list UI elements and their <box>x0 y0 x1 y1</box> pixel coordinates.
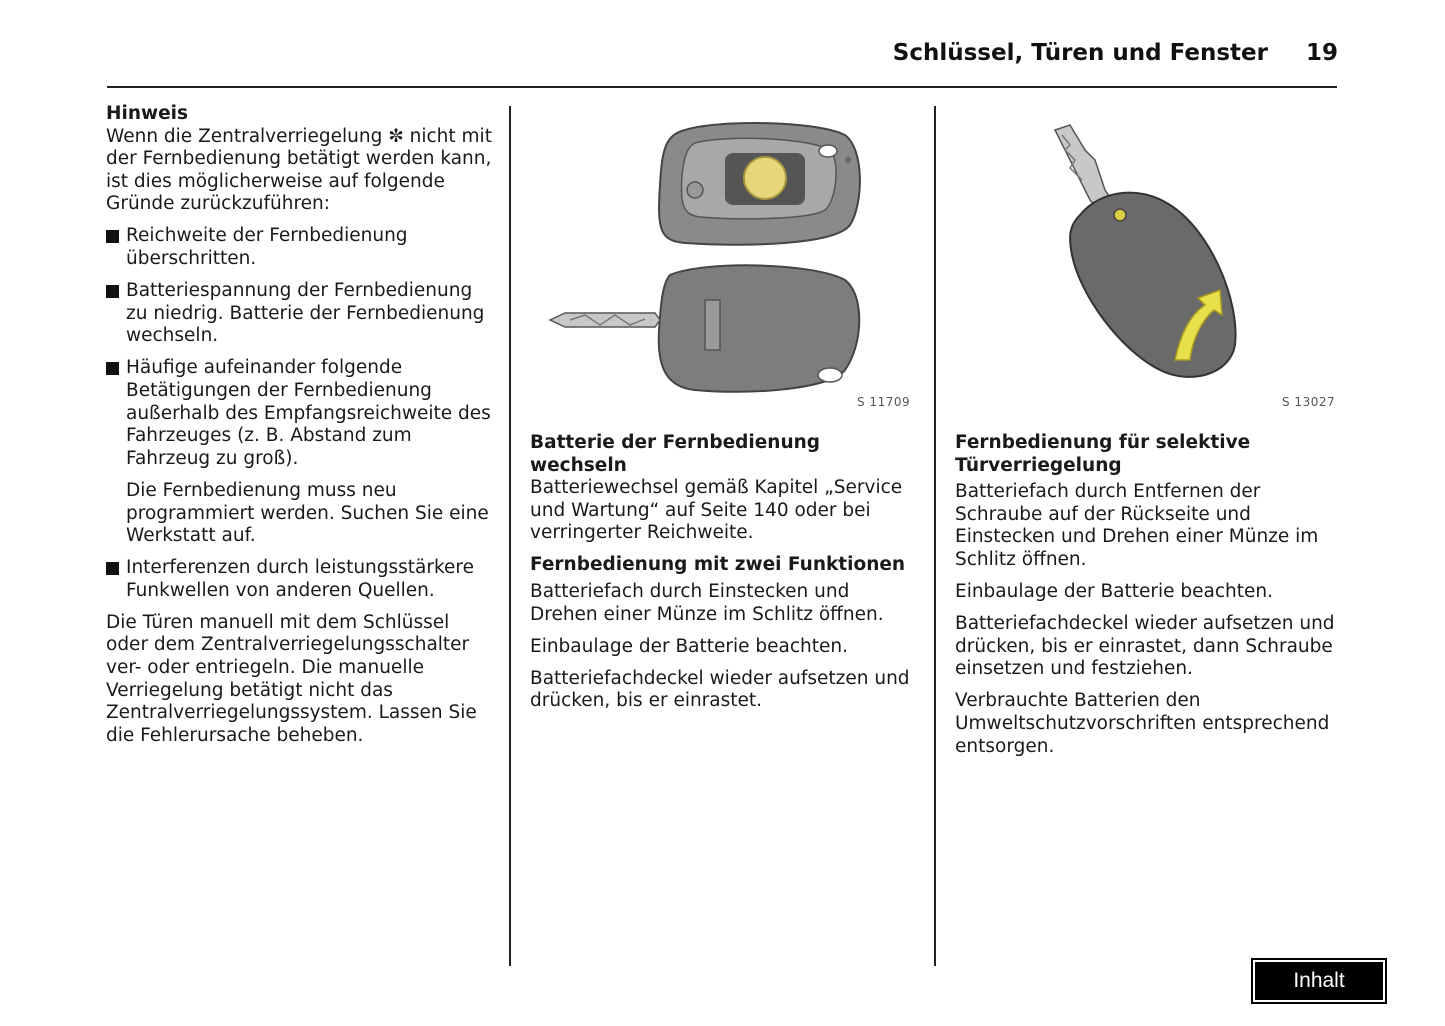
screw-icon <box>687 182 703 198</box>
column-divider-2 <box>934 106 936 966</box>
paragraph: Batteriefach durch Einstecken und Drehen einer Münze im Schlitz öffnen. <box>530 581 884 625</box>
list-item: Häufige aufeinander folgende Betätigungen der Fernbedienung außerhalb des Empfangsreichweite des Fahrzeuges (z. B. Abstand zum Fahrzeug zu groß). <box>106 357 496 470</box>
list-item: Batteriespannung der Fernbedienung zu niedrig. Batterie der Fernbedienung wechseln. <box>106 280 496 348</box>
column-1 <box>106 103 496 757</box>
bullet-note: Die Fernbedienung muss neu programmiert werden. Suchen Sie eine Werkstatt auf. <box>126 479 489 547</box>
paragraph: Batteriefachdeckel wieder aufsetzen und drücken, bis er einrastet. <box>530 667 910 712</box>
closing-paragraph: Die Türen manuell mit dem Schlüssel oder dem Zentralverriegelungsschalter ver- oder entriegeln. Die manuelle Verriegelung betätigt nicht das Zentralverriegelungssystem. Lassen Sie die Fehlerursache beheben. <box>106 611 477 746</box>
remote-selective-figure <box>1040 120 1250 390</box>
paragraph: Batteriefachdeckel wieder aufsetzen und drücken, bis er einrastet, dann Schraube einsetzen und festziehen. <box>955 613 1335 680</box>
section-heading: Batterie der Fernbedienung wechseln <box>530 432 821 476</box>
column-divider-1 <box>509 106 511 966</box>
bullet-square-icon <box>106 362 119 375</box>
paragraph: Verbrauchte Batterien den Umweltschutzvorschriften entsprechend entsorgen. <box>955 690 1330 757</box>
page-number: 19 <box>1305 40 1338 66</box>
paragraph: Batteriefach durch Entfernen der Schraube auf der Rückseite und Einstecken und Drehen einer Münze im Schlitz öffnen. <box>955 481 1319 570</box>
header-rule <box>107 86 1337 88</box>
figure-label: S 11709 <box>857 395 911 409</box>
bullet-square-icon <box>106 285 119 298</box>
list-item: Interferenzen durch leistungsstärkere Funkwellen von anderen Quellen. <box>106 557 496 602</box>
column-2 <box>530 432 920 723</box>
paragraph: Einbaulage der Batterie beachten. <box>530 635 848 657</box>
paragraph: Einbaulage der Batterie beachten. <box>955 581 1273 603</box>
contents-button[interactable]: Inhalt <box>1251 958 1387 1004</box>
section-heading: Fernbedienung mit zwei Funktionen <box>530 554 906 576</box>
hint-intro: Wenn die Zentralverriegelung ✼ nicht mit der Fernbedienung betätigt werden kann, ist dies möglicherweise auf folgende Gründe zurückzuführen: <box>106 125 492 215</box>
section-heading: Fernbedienung für selektive Türverriegelung <box>955 432 1251 476</box>
key-battery-figure <box>545 115 865 405</box>
paragraph: Batteriewechsel gemäß Kapitel „Service und Wartung“ auf Seite 140 oder bei verringerter Reichweite. <box>530 477 903 544</box>
list-item: Reichweite der Fernbedienung überschritten. <box>106 225 496 270</box>
bullet-square-icon <box>106 562 119 575</box>
remote-shell <box>1070 193 1235 377</box>
page-title: Schlüssel, Türen und Fenster <box>892 40 1268 66</box>
hint-heading: Hinweis <box>106 103 188 124</box>
battery-icon <box>744 157 786 199</box>
column-3 <box>955 432 1345 768</box>
screw-icon <box>1114 209 1126 221</box>
bullet-square-icon <box>106 230 119 243</box>
figure-label: S 13027 <box>1282 395 1336 409</box>
